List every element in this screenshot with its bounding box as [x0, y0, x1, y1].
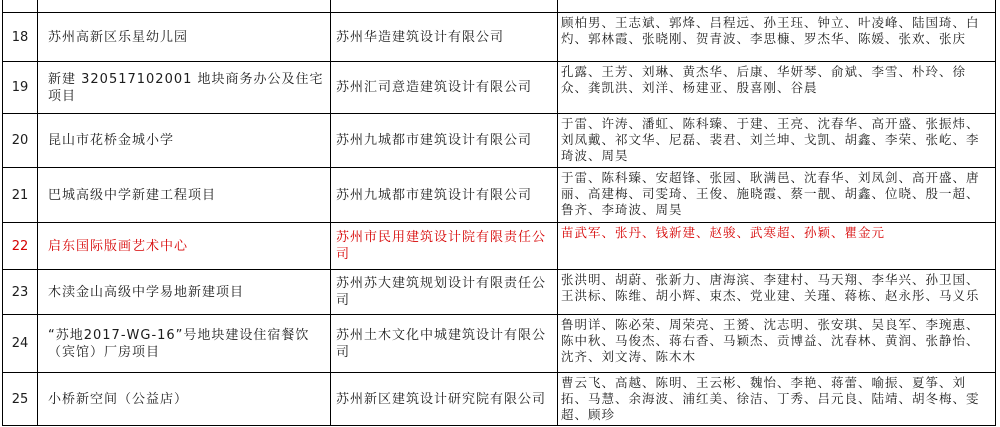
project-name-cell [38, 0, 331, 13]
table-row [3, 13, 996, 62]
project-name-cell: 新建 320517102001 地块商务办公及住宅项目 [38, 62, 331, 114]
project-name-cell: “苏地2017-WG-16”号地块建设住宿餐饮（宾馆）厂房项目 [38, 315, 331, 373]
design-company-cell [331, 0, 558, 13]
table-row [3, 270, 996, 315]
project-name-cell: 启东国际版画艺术中心 [38, 223, 331, 270]
project-name-cell: 木渎金山高级中学易地新建项目 [38, 270, 331, 315]
design-company-cell: 苏州土木文化中城建筑设计有限公司 [331, 315, 558, 373]
table-row [3, 315, 996, 373]
table-row [3, 168, 996, 223]
document-table-sheet [2, 0, 995, 426]
design-company-cell: 苏州苏大建筑规划设计有限责任公司 [331, 270, 558, 315]
table-row-highlighted [3, 223, 996, 270]
design-company-cell: 苏州新区建筑设计研究院有限公司 [331, 373, 558, 426]
personnel-cell: 顾柏男、王志斌、郭烽、吕程远、孙王珏、钟立、叶凌峰、陆国琦、白灼、郭林霞、张晓刚、贺青波、李思槺、罗杰华、陈媛、张欢、张庆 [558, 13, 996, 62]
row-number-cell: 23 [3, 270, 38, 315]
personnel-cell: 苗武军、张丹、钱新建、赵骏、武寒超、孙颖、瞿金元 [558, 223, 996, 270]
design-company-cell: 苏州市民用建筑设计院有限责任公司 [331, 223, 558, 270]
table-row [3, 62, 996, 114]
personnel-cell: 于雷、陈科臻、安超锋、张园、耿满邑、沈春华、刘凤剑、高开盛、唐丽、高建梅、司雯琦、王俊、施晓霞、蔡一靓、胡鑫、位晓、殷一超、鲁齐、李琦波、周昊 [558, 168, 996, 223]
personnel-cell: 孔露、王芳、刘琳、黄杰华、后康、华妍琴、俞斌、李雪、朴玲、徐众、龚凯洪、刘洋、杨建亚、殷喜刚、谷晨 [558, 62, 996, 114]
personnel-cell: 鲁明详、陈必荣、周荣亮、王赟、沈志明、张安琪、吴良军、李琬惠、陈中秋、马俊杰、蒋右香、马颖杰、贡博益、沈春林、黄润、张静怡、沈齐、刘文涛、陈木木 [558, 315, 996, 373]
personnel-cell [558, 0, 996, 13]
project-name-cell: 巴城高级中学新建工程项目 [38, 168, 331, 223]
row-number-cell: 21 [3, 168, 38, 223]
table-row [3, 373, 996, 426]
row-number-cell: 24 [3, 315, 38, 373]
row-number-cell: 19 [3, 62, 38, 114]
design-company-cell: 苏州汇司意造建筑设计有限公司 [331, 62, 558, 114]
project-name-cell: 小桥新空间（公益店） [38, 373, 331, 426]
table-row-partial [3, 0, 996, 13]
personnel-cell: 张洪明、胡蔚、张新力、唐海滨、李建村、马天翔、李华兴、孙卫国、王洪标、陈维、胡小辉、束杰、党业建、关瑾、蒋栋、赵永彤、马义乐 [558, 270, 996, 315]
row-number-cell: 25 [3, 373, 38, 426]
table-row [3, 114, 996, 168]
project-name-cell: 苏州高新区乐星幼儿园 [38, 13, 331, 62]
row-number-cell: 22 [3, 223, 38, 270]
approval-list-table [2, 0, 996, 426]
personnel-cell: 于雷、许涛、潘虹、陈科臻、于建、王亮、沈春华、高开盛、张振炜、刘凤戴、祁文华、尼磊、裴君、刘兰坤、戈凯、胡鑫、李荣、张屹、李琦波、周昊 [558, 114, 996, 168]
personnel-cell: 曹云飞、高越、陈明、王云彬、魏怡、李艳、蒋蕾、喻振、夏筝、刘拓、马慧、余海波、浦红美、徐洁、丁秀、吕元良、陆靖、胡冬梅、雯超、顾珍 [558, 373, 996, 426]
design-company-cell: 苏州九城都市建筑设计有限公司 [331, 168, 558, 223]
row-number-cell: 18 [3, 13, 38, 62]
project-name-cell: 昆山市花桥金城小学 [38, 114, 331, 168]
row-number-cell [3, 0, 38, 13]
design-company-cell: 苏州九城都市建筑设计有限公司 [331, 114, 558, 168]
row-number-cell: 20 [3, 114, 38, 168]
design-company-cell: 苏州华造建筑设计有限公司 [331, 13, 558, 62]
